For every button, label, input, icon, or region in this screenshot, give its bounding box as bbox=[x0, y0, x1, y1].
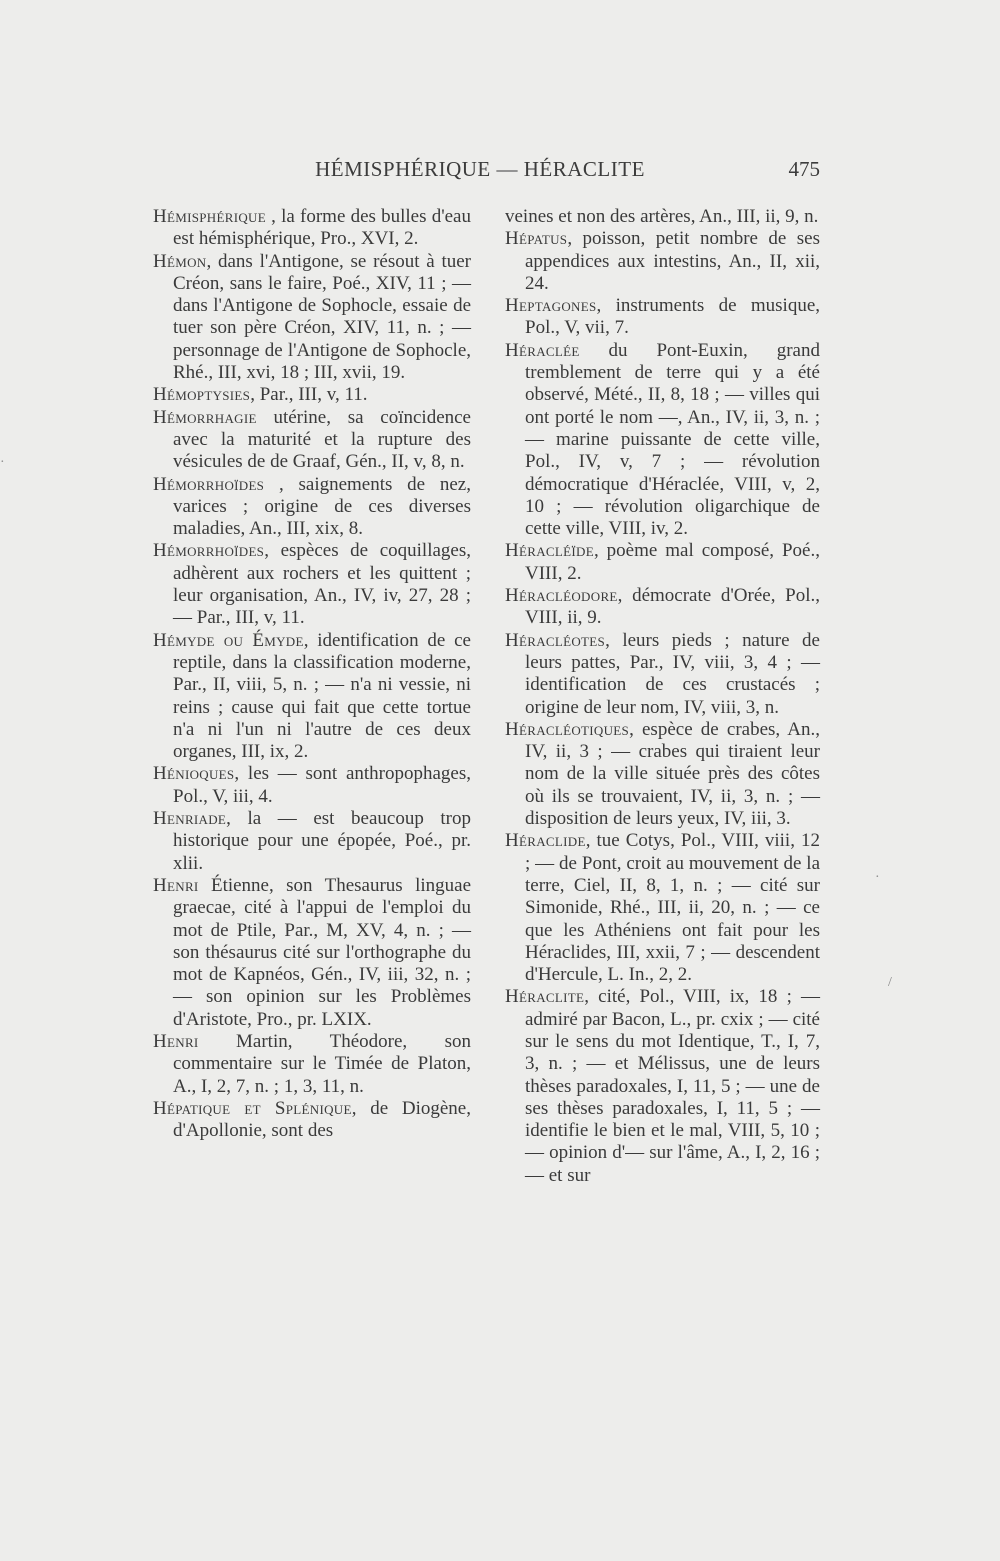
index-entry bbox=[153, 474, 471, 541]
margin-smudge: · bbox=[0, 455, 5, 470]
entry-text: , tue Cotys, Pol., VIII, viii, 12 ; — de Pont, croit au mouvement de la terre, Ciel, II, 8, 1, n. ; — cité sur Simonide, Rhé., III, ii, 20, n. ; — ce que les Athéniens ont fait pour les Héraclides, III, xxii, 7 ; — descendent d'Hercule, L. In., 2, 2. bbox=[525, 830, 820, 986]
index-entry bbox=[153, 407, 471, 474]
entry-headword: Héracléodore bbox=[505, 585, 618, 607]
index-entry bbox=[153, 1098, 471, 1143]
entry-headword: Héracléotes bbox=[505, 629, 606, 651]
index-entry bbox=[505, 630, 820, 719]
entry-text: , cité, Pol., VIII, ix, 18 ; — admiré par Bacon, L., pr. cxix ; — cité sur le sens du mot Identique, T., I, 7, 3, n. ; — et Mélissus, une de leurs thèses paradoxales, I, 11, 5 ; — une de ses thèses paradoxales, I, 11, 5 ; — identifie le bien et le mal, VIII, 5, 10 ; — opinion d'— sur l'âme, A., I, 2, 16 ; — et sur bbox=[525, 986, 820, 1186]
entry-text: , les — sont anthropophages, Pol., V, iii, 4. bbox=[173, 763, 471, 807]
entry-text: , espèce de crabes, An., IV, ii, 3 ; — crabes qui tiraient leur nom de la ville située près des côtes où ils se trouvaient, IV, ii, 3, n. ; — disposition de leurs yeux, IV, iii, 3. bbox=[525, 718, 820, 830]
entry-text: , la — est beaucoup trop historique pour une épopée, Poé., pr. xlii. bbox=[173, 808, 471, 874]
entry-headword: Hémorrhoïdes bbox=[153, 473, 265, 495]
entry-headword: Héracléïde bbox=[505, 540, 594, 562]
index-entry bbox=[153, 630, 471, 764]
page-number: 475 bbox=[788, 157, 820, 181]
entry-headword: Henri bbox=[153, 1030, 199, 1052]
index-entry bbox=[153, 763, 471, 808]
entry-text: , Par., III, v, 11. bbox=[250, 384, 368, 406]
entry-text: , instruments de musique, Pol., V, vii, 7. bbox=[525, 295, 820, 339]
entry-text: , la forme des bulles d'eau est hémisphérique, Pro., XVI, 2. bbox=[173, 206, 471, 250]
index-entry bbox=[505, 228, 820, 295]
entry-headword: Hémoptysies bbox=[153, 384, 251, 406]
entry-text: , démocrate d'Orée, Pol., VIII, ii, 9. bbox=[525, 585, 820, 629]
entry-headword: Hémisphérique bbox=[153, 206, 266, 227]
entry-headword: Hémorrhoïdes bbox=[153, 540, 265, 562]
margin-smudge: · bbox=[875, 870, 880, 885]
entry-headword: Henri bbox=[153, 874, 199, 896]
entry-text: Étienne, son Thesaurus linguae graecae, cité à l'appui de l'emploi du mot de Ptile, Par., M, XV, 4, n. ; — son thésaurus cité sur l'orthographe du mot de Kapnéos, Gén., IV, iii, 32, n. ; — son opinion sur les Problèmes d'Aristote, Pro., pr. LXIX. bbox=[173, 874, 471, 1030]
index-entry bbox=[505, 540, 820, 585]
entry-headword: Hémon bbox=[153, 250, 207, 272]
entry-text: , poème mal composé, Poé., VIII, 2. bbox=[525, 540, 820, 584]
entry-text: , de Diogène, d'Apollonie, sont des bbox=[173, 1097, 471, 1142]
entry-headword: Heptagones bbox=[505, 295, 597, 317]
right-column bbox=[505, 206, 820, 1187]
entry-headword: Héraclite bbox=[505, 986, 585, 1008]
entry-headword: Héracléotiques bbox=[505, 718, 630, 740]
index-entry bbox=[153, 875, 471, 1031]
margin-smudge: / bbox=[888, 975, 892, 990]
index-entry bbox=[153, 808, 471, 875]
running-head: HÉMISPHÉRIQUE — HÉRACLITE bbox=[315, 157, 645, 181]
entry-headword: Hénioques bbox=[153, 763, 235, 785]
entry-headword: Hépatus bbox=[505, 228, 568, 250]
entry-headword: Héraclée bbox=[505, 339, 580, 361]
entry-text: , dans l'Antigone, se résout à tuer Créon, sans le faire, Poé., XIV, 11 ; — dans l'Antigone de Sophocle, essaie de tuer son père Créon, XIV, 11, n. ; — personnage de l'Antigone de Sophocle, Rhé., III, xvi, 18 ; III, xvii, 19. bbox=[173, 250, 471, 384]
entry-text: , identification de ce reptile, dans la classification moderne, Par., II, viii, 5, n. ; — n'a ni vessie, ni reins ; cause qui fait que cette tortue n'a ni l'un ni l'autre de ces deux organes, III, ix, 2. bbox=[173, 629, 471, 763]
entry-text: Martin, Théodore, son commentaire sur le Timée de Platon, A., I, 2, 7, n. ; 1, 3, 11, n. bbox=[173, 1030, 471, 1097]
entry-text: veines et non des artères, An., III, ii, 9, n. bbox=[505, 206, 819, 227]
entry-headword: Héraclide bbox=[505, 830, 586, 852]
index-entry bbox=[153, 251, 471, 385]
index-entry bbox=[153, 206, 471, 251]
entry-headword: Hémorrhagie bbox=[153, 406, 257, 428]
index-entry bbox=[505, 830, 820, 986]
index-entry bbox=[505, 986, 820, 1187]
entry-text: , saignements de nez, varices ; origine de ces diverses maladies, An., III, xix, 8. bbox=[173, 473, 471, 540]
index-entry-continued bbox=[505, 206, 820, 228]
index-entry bbox=[153, 540, 471, 629]
entry-text: , espèces de coquillages, adhèrent aux rochers et les quittent ; leur organisation, An., IV, iv, 27, 28 ; — Par., III, v, 11. bbox=[173, 540, 471, 629]
index-entry bbox=[505, 295, 820, 340]
index-entry bbox=[505, 585, 820, 630]
entry-headword: Hépatique et Splénique bbox=[153, 1097, 352, 1119]
left-column bbox=[153, 206, 471, 1142]
entry-text: , poisson, petit nombre de ses appendices aux intestins, An., II, xii, 24. bbox=[525, 228, 820, 294]
index-entry bbox=[153, 384, 471, 406]
entry-text: du Pont-Euxin, grand tremblement de terre qui y a été observé, Mété., II, 8, 18 ; — villes qui ont porté le nom —, An., IV, ii, 3, n. ; — marine puissante de cette ville, Pol., IV, v, 7 ; — révolution démocratique d'Héraclée, VIII, v, 2, 10 ; — révolution oligarchique de cette ville, VIII, iv, 2. bbox=[525, 339, 820, 540]
entry-text: , leurs pieds ; nature de leurs pattes, Par., IV, viii, 3, 4 ; — identification de ces crustacés ; origine de leur nom, IV, viii, 3, n. bbox=[525, 629, 820, 718]
entry-text: utérine, sa coïncidence avec la maturité et la rupture des vésicules de de Graaf, Gén., II, v, 8, n. bbox=[173, 406, 471, 473]
index-entry bbox=[505, 340, 820, 541]
index-entry bbox=[153, 1031, 471, 1098]
entry-headword: Henriade bbox=[153, 808, 227, 830]
index-entry bbox=[505, 719, 820, 830]
entry-headword: Hémyde ou Émyde bbox=[153, 629, 304, 651]
